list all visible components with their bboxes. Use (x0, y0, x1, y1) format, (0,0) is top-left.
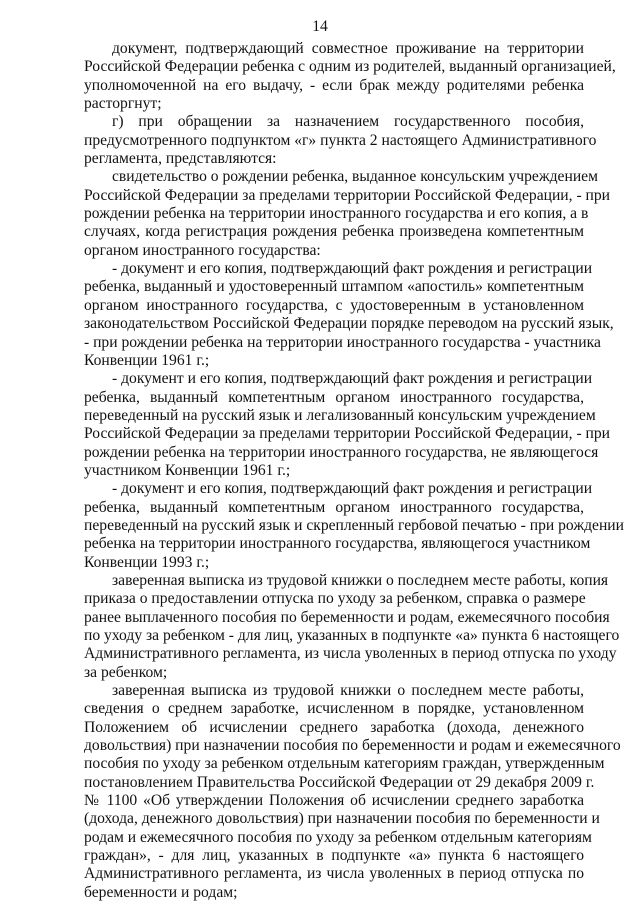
text-line: № 1100 «Об утверждении Положения об исчислении среднего заработка (84, 792, 584, 810)
text-line: пособия по уходу за ребенком отдельным категориям граждан, утвержденным (84, 755, 605, 773)
text-line: (дохода, денежного довольствия) при назначении пособия по беременности и (84, 810, 600, 828)
text-line: органом иностранного государства, с удостоверенным в установленном (84, 296, 584, 314)
text-line: родам и ежемесячного пособия по уходу за ребенком отдельным категориям (84, 828, 592, 846)
document-body (84, 40, 624, 902)
text-line: ребенка на территории иностранного государства, являющегося участником (84, 535, 591, 553)
text-line: рождении ребенка на территории иностранного государства, не являющегося (84, 443, 599, 461)
text-line: Административного регламента, из числа уволенных в период отпуска по (84, 865, 584, 883)
text-line: законодательством Российской Федерации порядке переводом на русский язык, (84, 315, 614, 333)
text-line: постановлением Правительства Российской Федерации от 29 декабря 2009 г. (84, 773, 595, 791)
text-line: Российской Федерации за пределами территории Российской Федерации, - при (84, 425, 611, 443)
text-line: по уходу за ребенком - для лиц, указанных в подпункте «а» пункта 6 настоящего (84, 627, 620, 644)
text-line: случаях, когда регистрация рождения ребенка произведена компетентным (84, 223, 584, 241)
text-line: довольствия) при назначении пособия по беременности и родам и ежемесячного (84, 737, 621, 755)
text-line: регламента, представляются: (84, 150, 277, 168)
text-line: переведенный на русский язык и скрепленный гербовой печатью - при рождении (84, 516, 624, 534)
text-line: беременности и родам; (84, 883, 238, 901)
text-line: заверенная выписка из трудовой книжки о последнем месте работы, копия (112, 571, 609, 589)
text-line: расторгнут; (84, 95, 162, 113)
text-line: - документ и его копия, подтверждающий факт рождения и регистрации (112, 480, 593, 498)
text-line: Конвенции 1961 г.; (84, 351, 210, 369)
text-line: Российской Федерации за пределами территории Российской Федерации, - при (84, 186, 611, 204)
text-line: - при рождении ребенка на территории иностранного государства - участника (84, 333, 601, 351)
text-line: органом иностранного государства: (84, 241, 321, 259)
text-line: - документ и его копия, подтверждающий факт рождения и регистрации (112, 370, 593, 388)
text-line: Положением об исчислении среднего заработка (дохода, денежного (84, 718, 584, 736)
text-line: свидетельство о рождении ребенка, выданное консульским учреждением (112, 168, 598, 186)
page-number: 14 (312, 18, 328, 35)
text-line: документ, подтверждающий совместное проживание на территории (112, 40, 584, 57)
text-line: граждан», - для лиц, указанных в подпункте «а» пункта 6 настоящего (84, 847, 584, 865)
text-line: Конвенции 1993 г.; (84, 553, 210, 571)
text-line: приказа о предоставлении отпуска по уходу за ребенком, справка о размере (84, 590, 586, 608)
text-line: переведенный на русский язык и легализованный консульским учреждением (84, 406, 596, 424)
text-line: г) при обращении за назначением государственного пособия, (112, 113, 584, 131)
text-line: уполномоченной на его выдачу, - если брак между родителями ребенка (84, 76, 584, 94)
text-line: за ребенком; (84, 663, 168, 681)
text-line: ребенка, выданный и удостоверенный штампом «апостиль» компетентным (84, 278, 584, 296)
text-line: Российской Федерации ребенка с одним из родителей, выданный организацией, (84, 58, 616, 76)
text-line: ребенка, выданный компетентным органом иностранного государства, (84, 388, 584, 406)
text-line: рождении ребенка на территории иностранного государства и его копия, а в (84, 205, 589, 223)
text-line: заверенная выписка из трудовой книжки о последнем месте работы, (112, 682, 584, 700)
text-line: - документ и его копия, подтверждающий факт рождения и регистрации (112, 260, 593, 278)
text-line: сведения о среднем заработке, исчисленном в порядке, установленном (84, 700, 584, 718)
text-line: Административного регламента, из числа уволенных в период отпуска по уходу (84, 645, 617, 663)
text-line: ранее выплаченного пособия по беременности и родам, ежемесячного пособия (84, 608, 610, 626)
text-line: предусмотренного подпунктом «г» пункта 2 настоящего Административного (84, 131, 597, 149)
text-line: ребенка, выданный компетентным органом иностранного государства, (84, 498, 584, 516)
text-line: участником Конвенции 1961 г.; (84, 461, 291, 479)
